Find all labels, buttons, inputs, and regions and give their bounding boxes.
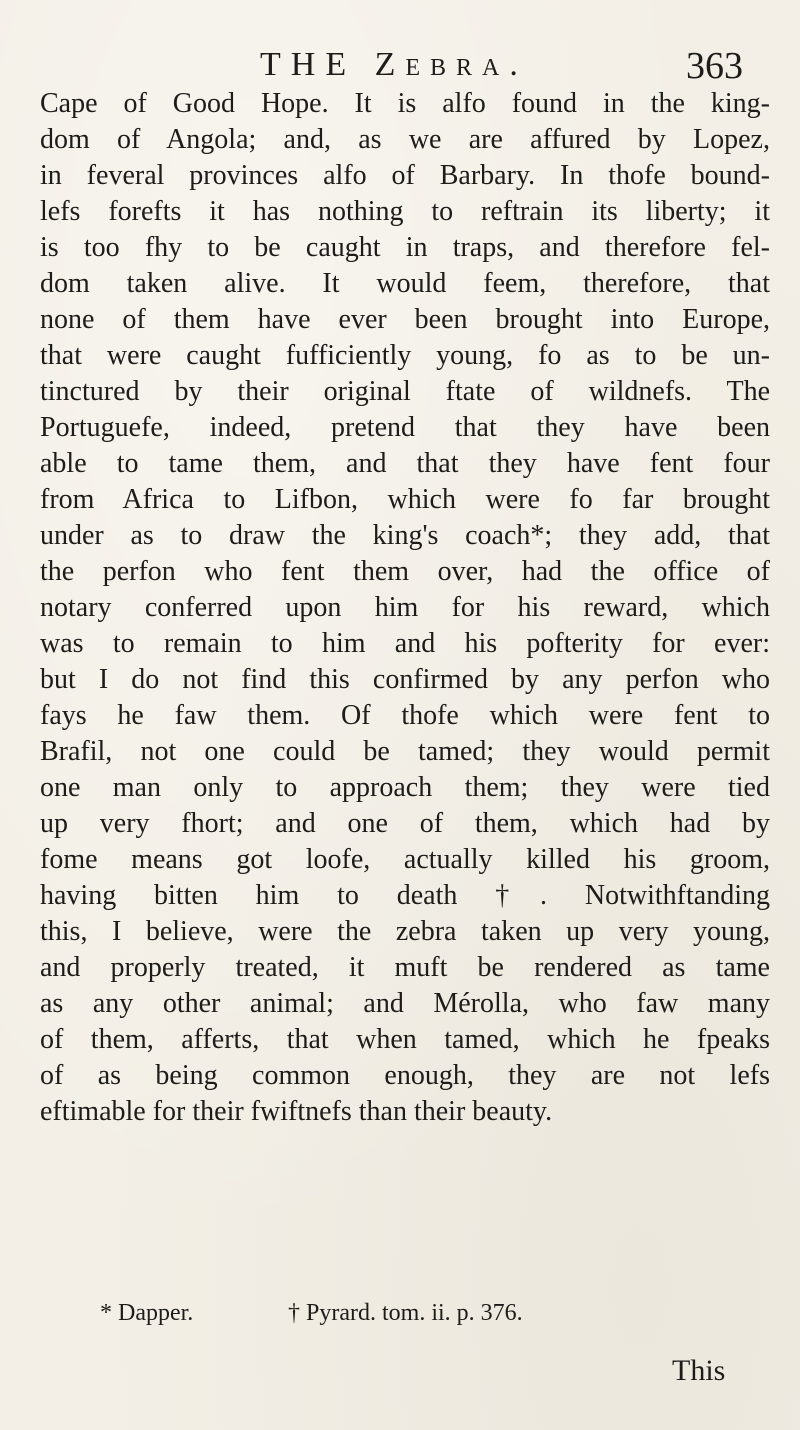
page-number: 363 <box>686 45 743 87</box>
text-line: Brafil, not one could be tamed; they would permit <box>40 736 770 767</box>
text-line: having bitten him to death †. Notwithftanding <box>40 880 770 911</box>
text-line: Cape of Good Hope. It is alfo found in the king- <box>40 88 770 119</box>
text-line: was to remain to him and his pofterity for ever: <box>40 628 770 659</box>
text-line: one man only to approach them; they were tied <box>40 772 770 803</box>
footnote-pyrard: † Pyrard. tom. ii. p. 376. <box>288 1300 523 1326</box>
text-line: dom of Angola; and, as we are affured by Lopez, <box>40 124 770 155</box>
body-text <box>40 86 770 1130</box>
text-line: as any other animal; and Mérolla, who faw many <box>40 988 770 1019</box>
text-line: able to tame them, and that they have fent four <box>40 448 770 479</box>
text-line: tinctured by their original ftate of wildnefs. The <box>40 376 770 407</box>
text-line: this, I believe, were the zebra taken up very young, <box>40 916 770 947</box>
text-line: of them, afferts, that when tamed, which he fpeaks <box>40 1024 770 1055</box>
text-line: in feveral provinces alfo of Barbary. In thofe bound- <box>40 160 770 191</box>
text-line: Portuguefe, indeed, pretend that they have been <box>40 412 770 443</box>
text-line: and properly treated, it muft be rendered as tame <box>40 952 770 983</box>
text-line: from Africa to Lifbon, which were fo far brought <box>40 484 770 515</box>
text-line-last: eftimable for their fwiftnefs than their beauty. <box>40 1096 553 1127</box>
text-line: fays he faw them. Of thofe which were fent to <box>40 700 770 731</box>
text-line: is too fhy to be caught in traps, and therefore fel- <box>40 232 770 263</box>
text-line: that were caught fufficiently young, fo as to be un- <box>40 340 770 371</box>
catchword: This <box>672 1354 726 1387</box>
text-line: fome means got loofe, actually killed his groom, <box>40 844 770 875</box>
running-title: THE Zebra. <box>260 46 528 83</box>
text-line: none of them have ever been brought into Europe, <box>40 304 770 335</box>
text-line: under as to draw the king's coach*; they add, that <box>40 520 770 551</box>
text-line: lefs forefts it has nothing to reftrain its liberty; it <box>40 196 770 227</box>
text-line: up very fhort; and one of them, which had by <box>40 808 770 839</box>
text-line: notary conferred upon him for his reward, which <box>40 592 770 623</box>
running-head <box>0 40 800 90</box>
text-line: of as being common enough, they are not lefs <box>40 1060 770 1091</box>
text-line: but I do not find this confirmed by any perfon who <box>40 664 770 695</box>
footnote-dapper: * Dapper. <box>100 1300 194 1326</box>
text-line: the perfon who fent them over, had the office of <box>40 556 770 587</box>
text-line: dom taken alive. It would feem, therefore, that <box>40 268 770 299</box>
